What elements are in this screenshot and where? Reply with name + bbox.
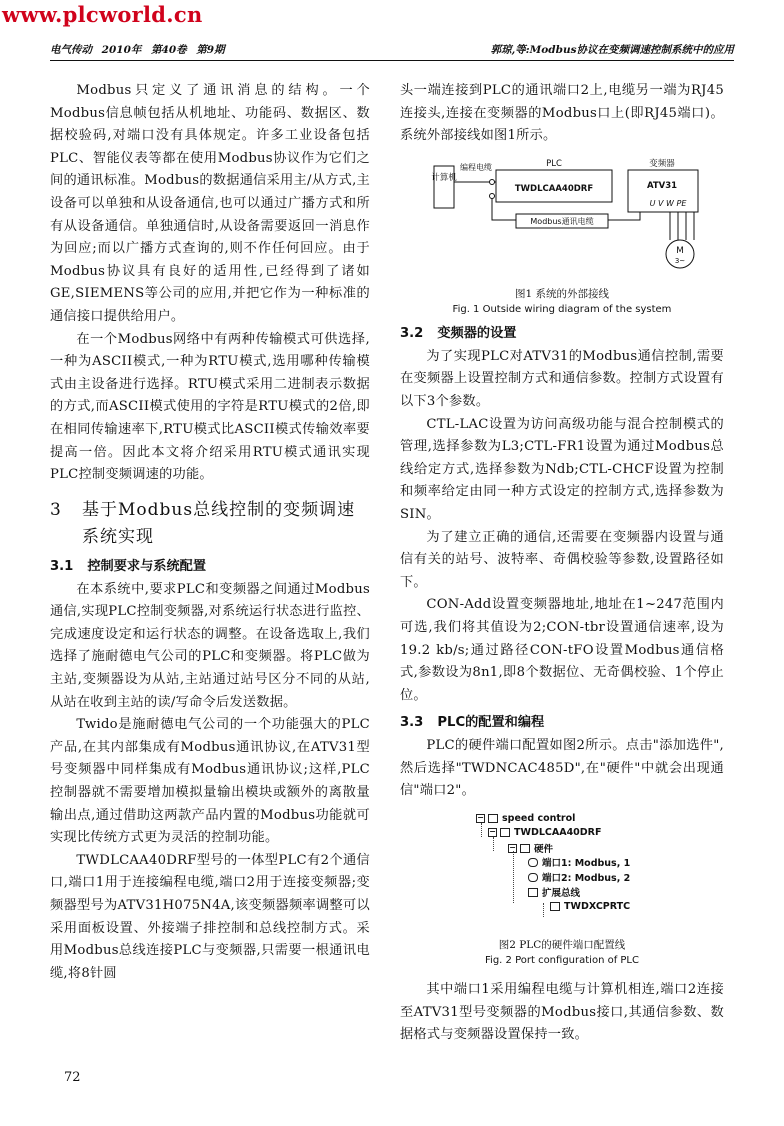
running-header — [50, 42, 734, 61]
subsection-title: 变频器的设置 — [437, 325, 517, 341]
paragraph: 为了实现PLC对ATV31的Modbus通信控制,需要在变频器上设置控制方式和通信参数。控制方式设置有以下3个参数。 — [400, 348, 724, 409]
section-heading — [50, 497, 370, 551]
journal-info: 电气传动 2010年 第40卷 第9期 — [50, 44, 225, 56]
vfd-model: ATV31 — [646, 180, 678, 191]
subsection-number: 3.2 — [400, 325, 424, 341]
figure-2-caption-en: Fig. 2 Port configuration of PLC — [485, 955, 639, 967]
paragraph: 为了建立正确的通信,还需要在变频器内设置与通信有关的站号、波特率、奇偶校验等参数,设置路径如下。 — [400, 529, 724, 590]
modbus-cable-label: Modbus通讯电缆 — [530, 216, 594, 226]
paragraph: 在本系统中,要求PLC和变频器之间通过Modbus通信,实现PLC控制变频器,对系统运行状态进行监控、完成速度设定和运行状态的调整。在设备选取上,我们选择了施耐德电气公司的PLC和变频器。将PLC做为主站,变频器设为从站,主站通过站号区分不同的从站,从站在收到主站的读/写命令后发送数据。 — [50, 581, 370, 710]
watermark: www.plcworld.cn — [2, 2, 203, 27]
port-icon — [528, 873, 538, 882]
page-number: 72 — [64, 1070, 81, 1085]
motor-m: M — [676, 245, 684, 256]
paragraph: 其中端口1采用编程电缆与计算机相连,端口2连接至ATV31型号变频器的Modbus接口,其通信参数、数据格式与变频器设置保持一致。 — [400, 982, 724, 1043]
figure-1-wiring-diagram — [400, 156, 724, 286]
port-icon — [528, 858, 538, 867]
subsection-title: 控制要求与系统配置 — [87, 558, 207, 574]
tree-item-hardware[interactable]: − 硬件 — [509, 842, 554, 856]
paragraph: Modbus只定义了通讯消息的结构。一个Modbus信息帧包括从机地址、功能码、数据区、数据校验码,对端口没有具体规定。许多工业设备包括PLC、智能仪表等都在使用Modbus协议作为它们之间的通讯标准。Modbus的数据通信采用主/从方式,主设备可以单独和从设备通信,也可以通过广播方式和所有从设备通信。单独通信时,从设备需要返回一消息作为回应;而以广播方式查询的,则不作任何回应。由于Modbus协议具有良好的适用性,已经得到了诸如GE,SIEMENS等公司的应用,并把它作为一种标准的通信接口提供给用户。 — [50, 83, 370, 324]
hardware-icon — [520, 844, 530, 853]
subsection-number: 3.1 — [50, 558, 74, 574]
right-column — [400, 80, 724, 1047]
paragraph: TWDLCAA40DRF型号的一体型PLC有2个通信口,端口1用于连接编程电缆,端口2用于连接变频器;变频器型号为ATV31H075N4A,该变频器频率调整可以采用面板设置、外接端子排控制和总线控制方式。采用Modbus总线连接PLC与变频器,只需要一根通讯电缆,将8针圆 — [50, 852, 370, 981]
paragraph: CON-Add设置变频器地址,地址在1~247范围内可选,我们将其值设为2;CON-tbr设置通信速率,设为19.2 kb/s;通过路径CON-tFO设置Modbus通信格式,参数设为8n1,即8个数据位、无奇偶校验、1个停止位。 — [400, 597, 724, 703]
section-title-line2: 系统实现 — [82, 526, 154, 547]
programming-cable-label: 编程电缆 — [460, 162, 492, 172]
folder-icon — [488, 814, 498, 823]
paragraph: 头一端连接到PLC的通讯端口2上,电缆另一端为RJ45连接头,连接在变频器的Modbus口上(即RJ45端口)。系统外部接线如图1所示。 — [400, 83, 724, 144]
subsection-heading — [400, 713, 724, 733]
figure-2-port-tree — [400, 809, 724, 937]
tree-item-expansion-bus[interactable]: 扩展总线 — [528, 885, 580, 899]
subsection-title: PLC的配置和编程 — [437, 715, 545, 731]
paragraph: CTL-LAC设置为访问高级功能与混合控制模式的管理,选择参数为L3;CTL-FR1设置为通过Modbus总线给定方式,选择参数为Ndb;CTL-CHCF设置为控制和频率给定由同一种方式设定的控制方式,选择参数为SIN。 — [400, 416, 724, 522]
paragraph: PLC的硬件端口配置如图2所示。点击"添加选件",然后选择"TWDNCAC485D",在"硬件"中就会出现通信"端口2"。 — [400, 738, 724, 799]
section-number: 3 — [50, 499, 62, 520]
plc-icon — [500, 828, 510, 837]
plc-label: PLC — [546, 158, 562, 169]
left-column — [50, 80, 370, 985]
figure-2-caption-cn: 图2 PLC的硬件端口配置线 — [498, 939, 626, 952]
collapse-icon[interactable]: − — [477, 813, 484, 823]
plc-model: TWDLCAA40DRF — [514, 183, 594, 194]
computer-label: 计算机 — [431, 172, 457, 183]
motor-phase: 3~ — [674, 256, 686, 265]
bus-icon — [528, 888, 538, 897]
subsection-heading — [50, 557, 370, 577]
subsection-heading — [400, 324, 724, 344]
tree-item-port1[interactable]: 端口1: Modbus, 1 — [528, 855, 630, 869]
wiring-diagram-svg — [400, 156, 724, 286]
tree-item-project[interactable]: − speed control — [477, 813, 576, 825]
figure-1-caption-cn: 图1 系统的外部接线 — [514, 287, 610, 300]
collapse-icon[interactable]: − — [489, 827, 496, 837]
figure-1-caption-en: Fig. 1 Outside wiring diagram of the system — [452, 303, 672, 315]
tree-item-port2[interactable]: 端口2: Modbus, 2 — [528, 870, 630, 884]
article-short-title: 郭琼,等:Modbus协议在变频调速控制系统中的应用 — [490, 44, 734, 56]
paragraph: 在一个Modbus网络中有两种传输模式可供选择,一种为ASCII模式,一种为RTU模式,选用哪种传输模式由主设备进行选择。RTU模式采用二进制表示数据的方式,而ASCII模式使用的字符是RTU模式的2倍,即在相同传输速率下,RTU模式比ASCII模式传输效率要提高一倍。因此本文将介绍采用RTU模式通讯实现PLC控制变频调速的功能。 — [50, 331, 370, 483]
tree-item-module[interactable]: TWDXCPRTC — [550, 901, 630, 912]
collapse-icon[interactable]: − — [509, 842, 516, 852]
paragraph: Twido是施耐德电气公司的一个功能强大的PLC产品,在其内部集成有Modbus通讯协议,在ATV31型号变频器中同样集成有Modbus通讯协议;这样,PLC控制器就不需要增加模拟量输出模块或额外的离散量输出点,通过借助这两款产品内置的Modbus功能就可实现比传统方式更为灵活的控制功能。 — [50, 717, 370, 846]
subsection-number: 3.3 — [400, 715, 424, 731]
vfd-label: 变频器 — [649, 158, 675, 169]
module-icon — [550, 902, 560, 911]
tree-item-plc[interactable]: − TWDLCAA40DRF — [489, 827, 602, 839]
section-title-line1: 基于Modbus总线控制的变频调速 — [82, 499, 356, 520]
uvw-terminals: U V W PE — [649, 198, 687, 208]
